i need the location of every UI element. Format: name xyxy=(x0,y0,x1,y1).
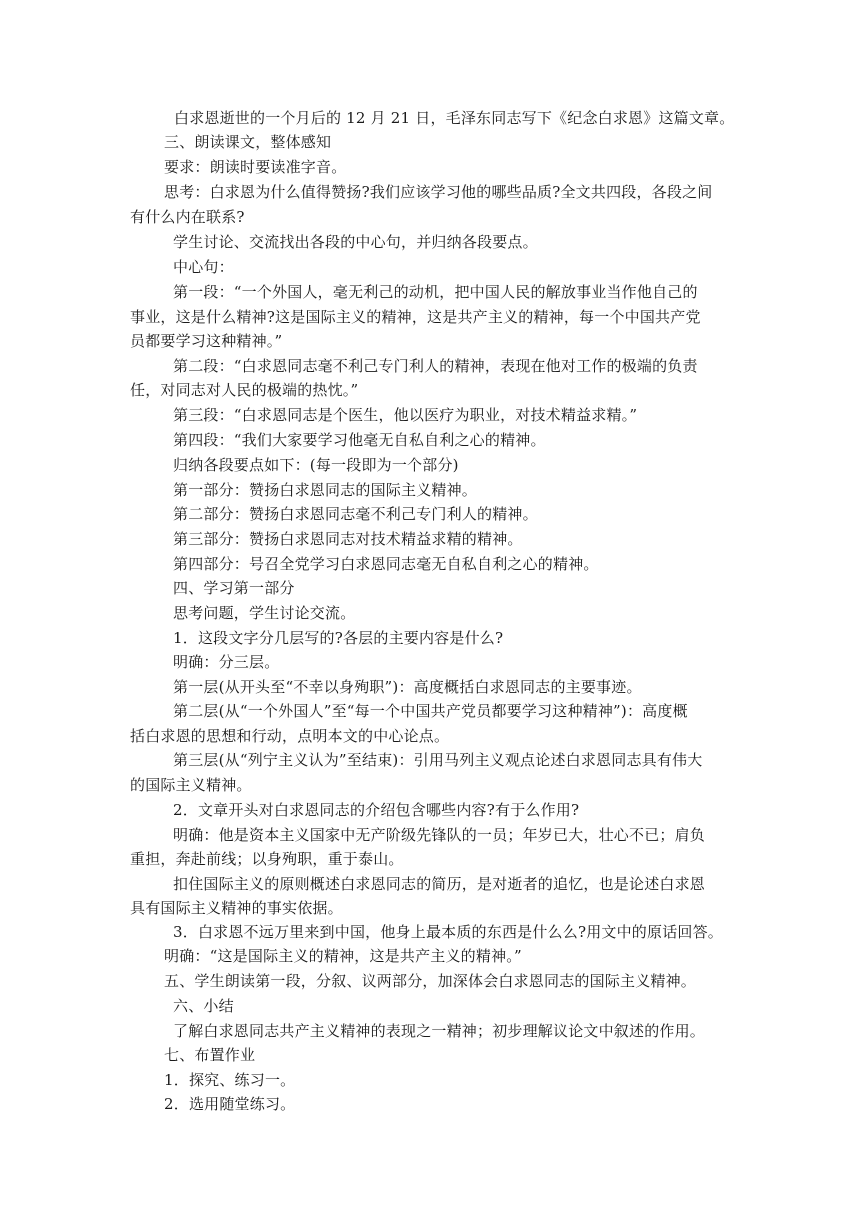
text-line: 学生讨论、交流找出各段的中心句，并归纳各段要点。 xyxy=(173,233,538,251)
text-line: 白求恩逝世的一个月后的 12 月 21 日，毛泽东同志写下《纪念白求恩》这篇文章。 xyxy=(174,109,735,127)
text-line: 第二段：“白求恩同志毫不利己专门利人的精神，表现在他对工作的极端的负责 xyxy=(173,357,698,375)
text-line: 的国际主义精神。 xyxy=(130,776,252,794)
text-line: 第二层(从“一个外国人”至“每一个中国共产党员都要学习这种精神”)：高度概 xyxy=(173,702,688,720)
text-line: 思考：白求恩为什么值得赞扬?我们应该学习他的哪些品质?全文共四段，各段之间 xyxy=(164,183,713,201)
text-line: 要求：朗读时要读准字音。 xyxy=(164,158,347,176)
text-line: 第二部分：赞扬白求恩同志毫不利己专门利人的精神。 xyxy=(173,505,538,523)
text-line: 第四部分：号召全党学习白求恩同志毫无自私自利之心的精神。 xyxy=(173,555,599,573)
text-line: 任，对同志对人民的极端的热忱。” xyxy=(130,381,359,399)
section-heading: 七、布置作业 xyxy=(164,1046,256,1064)
text-line: 2．文章开头对白求恩同志的介绍包含哪些内容?有于么作用? xyxy=(173,801,580,819)
text-line: 有什么内在联系? xyxy=(130,208,245,226)
section-heading: 三、朗读课文，整体感知 xyxy=(164,133,332,151)
text-line: 重担，奔赴前线；以身殉职，重于泰山。 xyxy=(130,850,404,868)
text-line: 1．探究、练习一。 xyxy=(164,1071,296,1089)
text-line: 明确：他是资本主义国家中无产阶级先锋队的一员；年岁已大，壮心不已；肩负 xyxy=(173,826,706,844)
text-line: 扣住国际主义的原则概述白求恩同志的简历，是对逝者的追忆，也是论述白求恩 xyxy=(173,875,706,893)
section-heading: 六、小结 xyxy=(173,997,234,1015)
text-line: 第四段：“我们大家要学习他毫无自私自利之心的精神。 xyxy=(173,431,546,449)
text-line: 第三部分：赞扬白求恩同志对技术精益求精的精神。 xyxy=(173,530,523,548)
text-line: 事业，这是什么精神?这是国际主义的精神，这是共产主义的精神，每一个中国共产党 xyxy=(130,308,701,326)
text-line: 具有国际主义精神的事实依据。 xyxy=(130,899,343,917)
text-line: 明确：分三层。 xyxy=(173,653,280,671)
text-line: 第一部分：赞扬白求恩同志的国际主义精神。 xyxy=(173,481,478,499)
text-line: 括白求恩的思想和行动，点明本文的中心论点。 xyxy=(130,727,450,745)
section-heading: 五、学生朗读第一段，分叙、议两部分，加深体会白求恩同志的国际主义精神。 xyxy=(164,972,697,990)
text-line: 第一段：“一个外国人，毫无利己的动机，把中国人民的解放事业当作他自己的 xyxy=(173,283,698,301)
text-line: 第一层(从开头至“不幸以身殉职”)：高度概括白求恩同志的主要事迹。 xyxy=(173,678,642,696)
text-line: 中心句： xyxy=(173,258,234,276)
text-line: 第三段：“白求恩同志是个医生，他以医疗为职业，对技术精益求精。” xyxy=(173,406,638,424)
text-line: 第三层(从“列宁主义认为”至结束)：引用马列主义观点论述白求恩同志具有伟大 xyxy=(173,751,703,769)
text-line: 2．选用随堂练习。 xyxy=(164,1095,296,1113)
text-line: 归纳各段要点如下：(每一段即为一个部分) xyxy=(173,456,459,474)
text-line: 3．白求恩不远万里来到中国，他身上最本质的东西是什么么?用文中的原话回答。 xyxy=(173,923,723,941)
text-line: 了解白求恩同志共产主义精神的表现之一精神；初步理解议论文中叙述的作用。 xyxy=(173,1022,706,1040)
text-line: 思考问题，学生讨论交流。 xyxy=(173,604,356,622)
text-line: 明确：“这是国际主义的精神，这是共产主义的精神。” xyxy=(164,947,522,965)
text-line: 员都要学习这种精神。” xyxy=(130,332,283,350)
text-line: 1．这段文字分几层写的?各层的主要内容是什么? xyxy=(173,629,504,647)
section-heading: 四、学习第一部分 xyxy=(173,579,295,597)
